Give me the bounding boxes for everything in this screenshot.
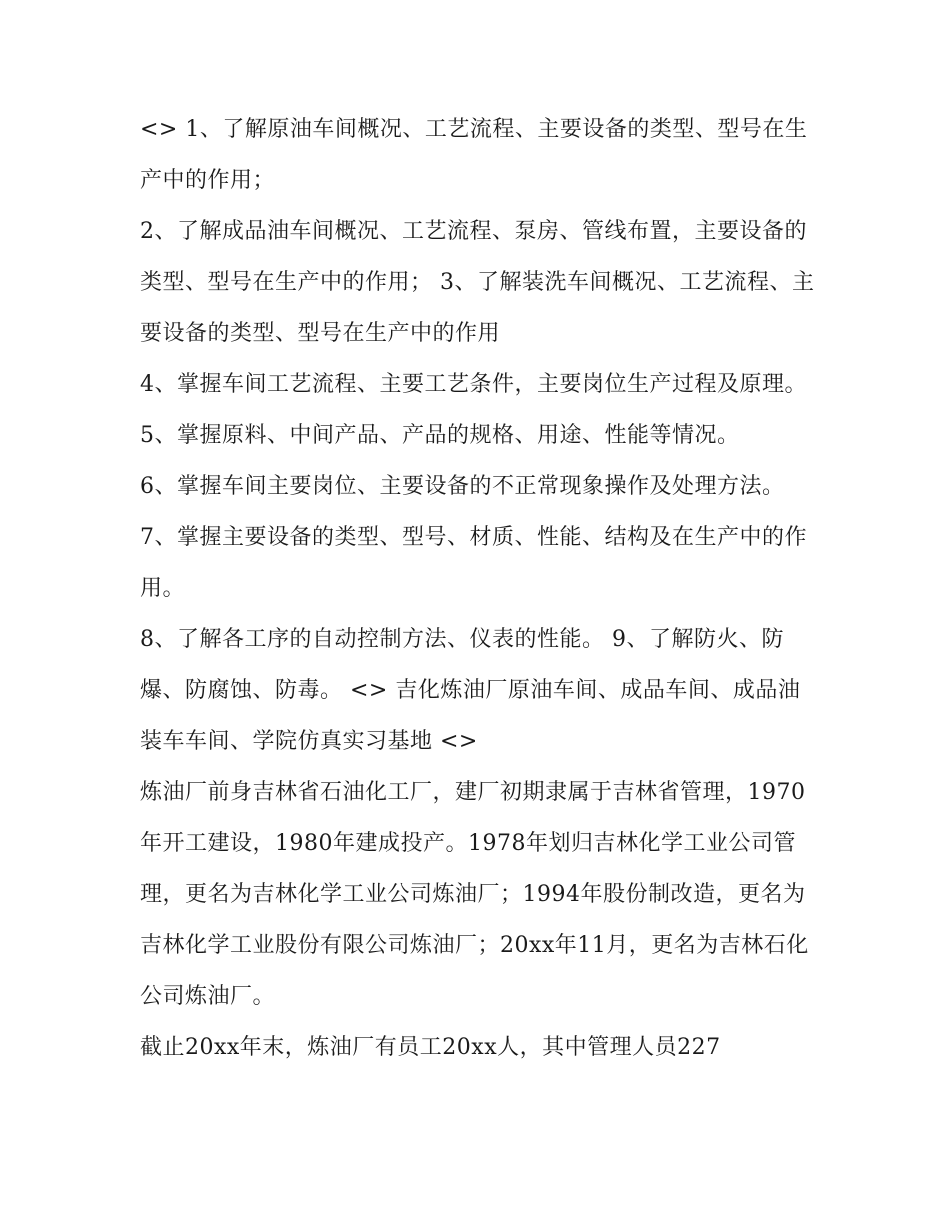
paragraph-staff-summary: 截止20xx年末，炼油厂有员工20xx人，其中管理人员227 [140,1035,721,1060]
paragraph-refinery-history: 炼油厂前身吉林省石油化工厂，建厂初期隶属于吉林省管理，1970年开工建设，1980年建成投产。1978年划归吉林化学工业公司管理，更名为吉林化学工业公司炼油厂；1994年股份制改造，更名为吉林化学工业股份有限公司炼油厂；20xx年11月，更名为吉林石化公司炼油厂。 [140,780,809,1009]
paragraph-objective-4-5: 4、掌握车间工艺流程、主要工艺条件，主要岗位生产过程及原理。 5、掌握原料、中间产品、产品的规格、用途、性能等情况。 [140,372,807,448]
paragraph-objective-6-7: 6、掌握车间主要岗位、主要设备的不正常现象操作及处理方法。 7、掌握主要设备的类型、型号、材质、性能、结构及在生产中的作用。 [140,474,807,601]
paragraph-objective-1: <> 1、了解原油车间概况、工艺流程、主要设备的类型、型号在生产中的作用； [140,117,808,193]
paragraph-objective-8-9-location: 8、了解各工序的自动控制方法、仪表的性能。 9、了解防火、防爆、防腐蚀、防毒。 <> 吉化炼油厂原油车间、成品车间、成品油装车车间、学院仿真实习基地 <> [140,627,801,754]
paragraph-objective-2-3: 2、了解成品油车间概况、工艺流程、泵房、管线布置，主要设备的类型、型号在生产中的作用； 3、了解装洗车间概况、工艺流程、主要设备的类型、型号在生产中的作用 [140,219,815,346]
document-body [140,104,820,1073]
